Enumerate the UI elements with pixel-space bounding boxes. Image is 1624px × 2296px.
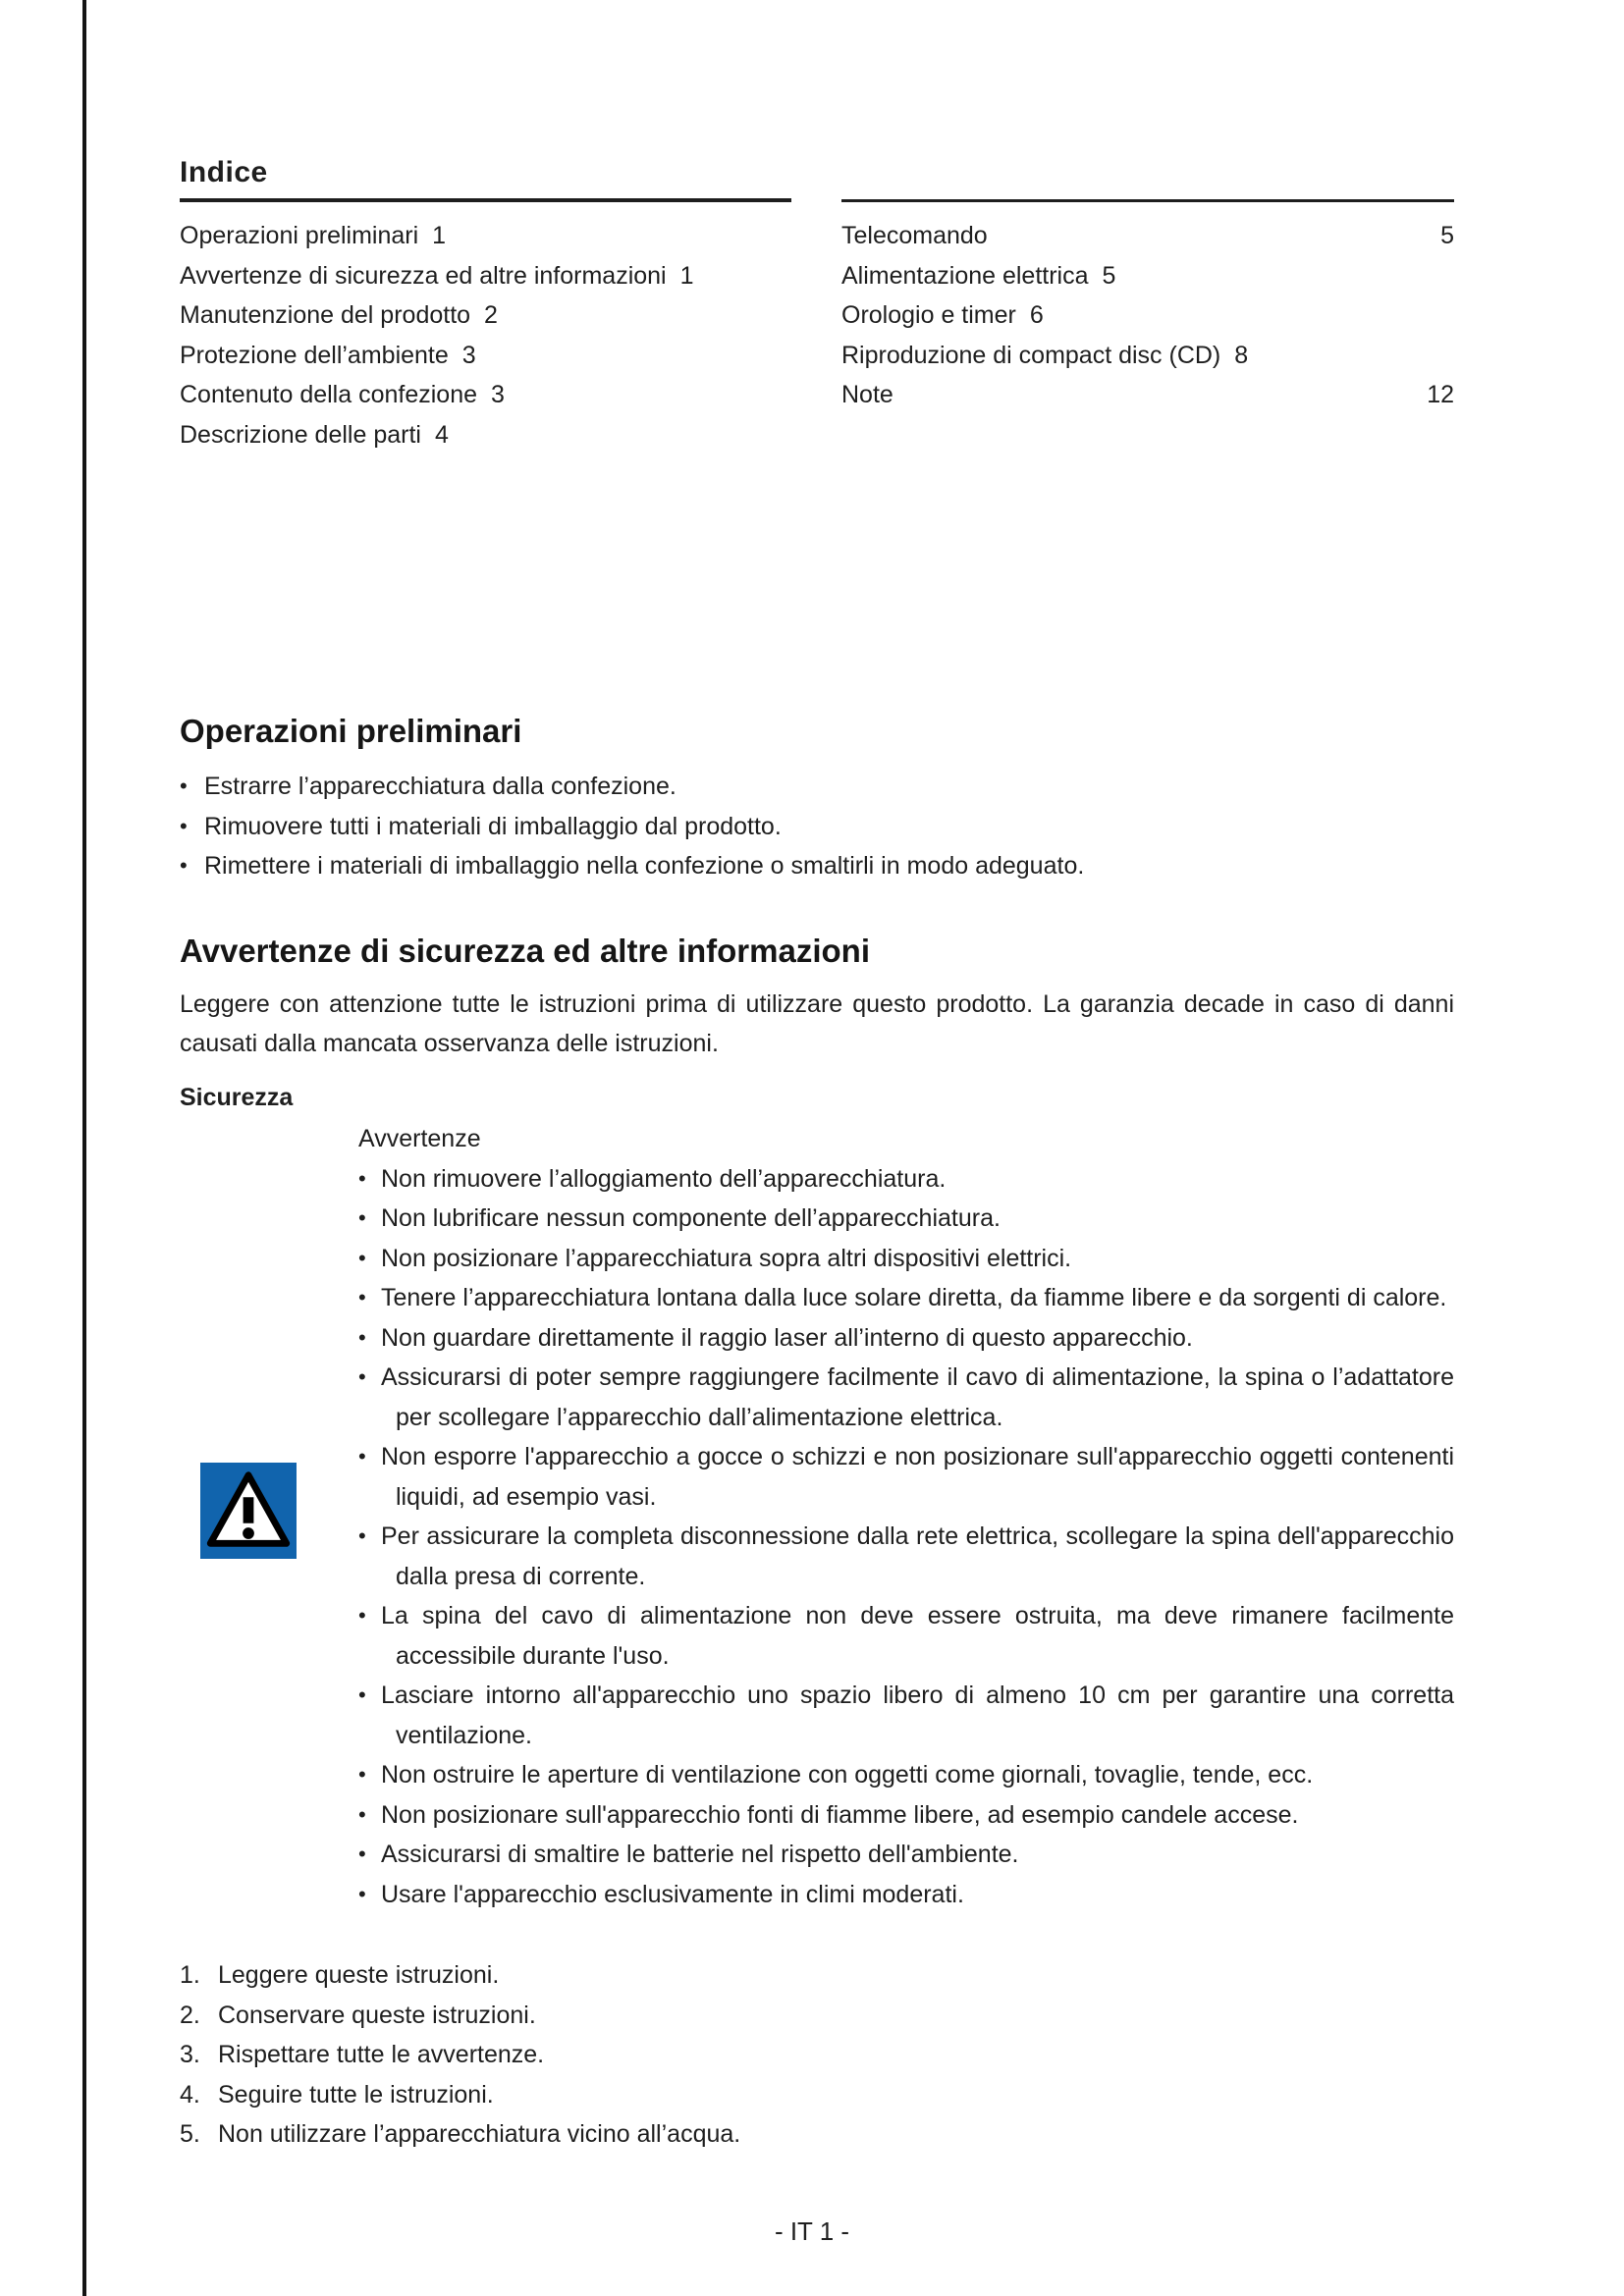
- toc-entry: [180, 375, 791, 415]
- list-item: [358, 1239, 1454, 1279]
- rule-text: Seguire tutte le istruzioni.: [218, 2080, 494, 2109]
- toc-entry: [841, 295, 1454, 336]
- toc-entry: [180, 295, 791, 336]
- toc-entry-label: Operazioni preliminari: [180, 222, 419, 249]
- toc-entry-page: 3: [491, 381, 505, 408]
- toc-entry-page: 3: [461, 341, 476, 369]
- warning-text: • Non rimuovere l’alloggiamento dell’apparecchiatura.: [381, 1164, 947, 1193]
- list-item: [180, 2035, 1454, 2075]
- toc-header: [180, 155, 1454, 202]
- page-content: [180, 0, 1454, 2155]
- list-item: [358, 1278, 1454, 1318]
- toc-entry-label: Note: [841, 381, 893, 408]
- avvertenze-label: Avvertenze: [358, 1125, 481, 1152]
- list-item: [358, 1835, 1454, 1875]
- toc-entry-page: 12: [1427, 381, 1454, 408]
- toc-entry: [841, 336, 1454, 376]
- list-item: [180, 2114, 1454, 2155]
- toc-entry: [841, 216, 1454, 256]
- list-item: [358, 1755, 1454, 1795]
- warning-text: • Non lubrificare nessun componente dell’apparecchiatura.: [381, 1204, 1001, 1232]
- list-item: [180, 2075, 1454, 2115]
- toc-title: Indice: [180, 156, 268, 188]
- list-item: [358, 1199, 1454, 1239]
- toc-right-rule: [841, 199, 1454, 202]
- toc-entry: [841, 256, 1454, 296]
- rule-number: 4.: [180, 2080, 200, 2109]
- rule-text: Non utilizzare l’apparecchiatura vicino all’acqua.: [218, 2120, 741, 2148]
- warning-text: • Non ostruire le aperture di ventilazione con oggetti come giornali, tovaglie, tende, ecc.: [381, 1761, 1314, 1789]
- sicurezza-subheading: Sicurezza: [180, 1083, 294, 1111]
- warnings-block: [358, 1119, 1454, 1914]
- toc-right-column: [841, 216, 1454, 415]
- toc-entry-page: 1: [432, 222, 447, 249]
- list-item: [180, 1955, 1454, 1996]
- bullet-text: • Rimuovere tutti i materiali di imballaggio dal prodotto.: [204, 812, 782, 840]
- rule-text: Conservare queste istruzioni.: [218, 2001, 536, 2029]
- list-item: [358, 1318, 1454, 1359]
- toc-entry-label: Descrizione delle parti: [180, 420, 421, 449]
- page-scan-edge: [82, 0, 86, 2296]
- toc-entry-page: 4: [434, 420, 449, 449]
- avvertenze-intro-paragraph: Leggere con attenzione tutte le istruzioni prima di utilizzare questo prodotto. La garanzia decade in caso di danni causati dalla mancata osservanza delle istruzioni.: [180, 989, 1454, 1057]
- list-item: [358, 1676, 1454, 1755]
- toc-entry-page: 6: [1029, 301, 1044, 329]
- warning-text: • Tenere l’apparecchiatura lontana dalla luce solare diretta, da fiamme libere e da sorgenti di calore.: [381, 1284, 1447, 1311]
- toc-entry-label: Orologio e timer: [841, 301, 1016, 329]
- rule-text: Leggere queste istruzioni.: [218, 1961, 500, 1989]
- warning-text: • Lasciare intorno all'apparecchio uno spazio libero di almeno 10 cm per garantire una corretta ventilazione.: [381, 1682, 1454, 1749]
- toc-entry-page: 5: [1102, 261, 1116, 290]
- toc-entry: [180, 216, 791, 256]
- rules-list: [180, 1955, 1454, 2155]
- toc-entry-label: Contenuto della confezione: [180, 381, 478, 408]
- warning-text: • La spina del cavo di alimentazione non deve essere ostruita, ma deve rimanere facilmente accessibile durante l'uso.: [381, 1602, 1454, 1670]
- list-item: [358, 1358, 1454, 1437]
- toc-body: [180, 216, 1454, 454]
- list-item: [358, 1795, 1454, 1836]
- bullet-text: • Rimettere i materiali di imballaggio nella confezione o smaltirli in modo adeguato.: [204, 852, 1085, 880]
- list-item: [180, 1996, 1454, 2036]
- list-item: [180, 846, 1454, 886]
- warning-text: • Non posizionare l’apparecchiatura sopra altri dispositivi elettrici.: [381, 1244, 1072, 1272]
- warning-text: • Per assicurare la completa disconnessione dalla rete elettrica, scollegare la spina dell'apparecchio dalla presa di corrente.: [381, 1522, 1454, 1590]
- warning-text: • Assicurarsi di smaltire le batterie nel rispetto dell'ambiente.: [381, 1841, 1019, 1868]
- list-item: [180, 767, 1454, 807]
- warning-text: • Non posizionare sull'apparecchio fonti di fiamme libere, ad esempio candele accese.: [381, 1800, 1299, 1829]
- rule-number: 5.: [180, 2120, 200, 2148]
- warning-triangle-icon: [200, 1461, 297, 1561]
- rule-text: Rispettare tutte le avvertenze.: [218, 2041, 545, 2068]
- warning-text: • Assicurarsi di poter sempre raggiungere facilmente il cavo di alimentazione, la spina o l’adattatore per scollegare l’apparecchio dall’alimentazione elettrica.: [381, 1363, 1454, 1431]
- toc-entry: [180, 415, 791, 455]
- list-item: [358, 1875, 1454, 1915]
- toc-entry-page: 5: [1440, 222, 1454, 249]
- toc-left-column: [180, 216, 791, 454]
- list-item: [358, 1517, 1454, 1596]
- list-item: [358, 1159, 1454, 1200]
- preliminari-bullet-list: [180, 767, 1454, 886]
- rule-number: 3.: [180, 2041, 200, 2068]
- toc-title-cell: [180, 155, 791, 202]
- rule-number: 2.: [180, 2001, 200, 2029]
- toc-entry: [180, 256, 791, 296]
- toc-entry-page: 1: [679, 261, 694, 290]
- toc-entry-label: Protezione dell’ambiente: [180, 341, 449, 369]
- toc-entry-page: 2: [484, 301, 498, 329]
- warning-text: • Non guardare direttamente il raggio laser all’interno di questo apparecchio.: [381, 1323, 1193, 1352]
- section-title-avvertenze: Avvertenze di sicurezza ed altre informazioni: [180, 932, 870, 969]
- warning-text: • Non esporre l'apparecchio a gocce o schizzi e non posizionare sull'apparecchio oggetti contenenti liquidi, ad esempio vasi.: [381, 1443, 1454, 1511]
- toc-entry: [180, 336, 791, 376]
- list-item: [358, 1437, 1454, 1517]
- toc-entry-label: Riproduzione di compact disc (CD): [841, 341, 1221, 369]
- toc-entry-label: Avvertenze di sicurezza ed altre informazioni: [180, 261, 667, 290]
- rule-number: 1.: [180, 1961, 200, 1989]
- section-title-operazioni-preliminari: Operazioni preliminari: [180, 713, 522, 749]
- bullet-text: • Estrarre l’apparecchiatura dalla confezione.: [204, 773, 677, 800]
- list-item: [358, 1596, 1454, 1676]
- toc-entry-label: Alimentazione elettrica: [841, 261, 1089, 290]
- warning-text: • Usare l'apparecchio esclusivamente in climi moderati.: [381, 1880, 964, 1908]
- toc-entry-label: Manutenzione del prodotto: [180, 301, 471, 329]
- page-number-footer: - IT 1 -: [774, 2216, 850, 2246]
- toc-entry-label: Telecomando: [841, 222, 988, 249]
- toc-entry-page: 8: [1234, 341, 1249, 369]
- toc-entry: [841, 375, 1454, 415]
- list-item: [180, 807, 1454, 847]
